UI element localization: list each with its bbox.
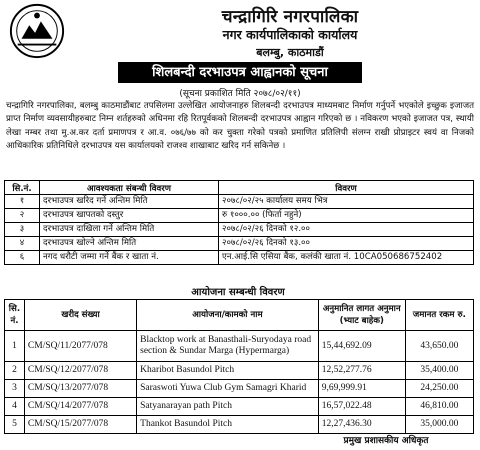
requirement-value: २०७८/०२/२५ कार्यालय समय भित्र [219, 195, 474, 209]
municipality-seal [8, 2, 66, 60]
office-location: बलम्बु, काठमाडौं [256, 46, 324, 59]
estimated-cost: 15,44,692.09 [318, 331, 405, 362]
requirements-table [4, 180, 474, 265]
table-row [5, 209, 474, 223]
row-number: 1 [5, 331, 25, 362]
table-row [5, 362, 474, 380]
row-number: ४ [5, 237, 40, 251]
requirement-label: नगद धरौटी जम्मा गर्ने बैंक र खाता नं. [40, 251, 219, 265]
requirement-label: दरभाउपत्र खोल्ने अन्तिम मिति [40, 237, 219, 251]
estimated-cost: 16,57,022.48 [318, 398, 405, 416]
procurement-number: CM/SQ/15/2077/078 [24, 416, 136, 434]
signature-label: प्रमुख प्रशासकीय अधिकृत [343, 436, 429, 446]
header-cell: जमानत रकम रु. [405, 300, 473, 331]
project-name: Thankot Basundol Pitch [137, 416, 319, 434]
security-amount: 46,810.00 [405, 398, 473, 416]
security-amount: 24,250.00 [405, 380, 473, 398]
row-number: 3 [5, 380, 25, 398]
requirement-label: दरभाउपत्र खापतको दस्तुर [40, 209, 219, 223]
requirement-label: दरभाउपत्र दाखिला गर्ने अन्तिम मिति [40, 223, 219, 237]
header-cell: विवरण [219, 181, 474, 195]
municipality-name: चन्द्रागिरि नगरपालिका [221, 7, 359, 27]
security-amount: 43,650.00 [405, 331, 473, 362]
publish-date: (सूचना प्रकाशित मिति २०७८/०२/११) [179, 89, 301, 99]
projects-title: आयोजना सम्बन्धी विवरण [191, 287, 285, 298]
security-amount: 35,400.00 [405, 362, 473, 380]
row-number: ६ [5, 251, 40, 265]
row-number: 5 [5, 416, 25, 434]
intro-paragraph: चन्द्रागिरि नगरपालिका, बलम्बु काठमाडौंबाट तपसिलमा उल्लेखित आयोजनाहरु शिलबन्दी दरभाउपत्र माध्यमबाट निर्माण गर्नुपर्ने भएकोले इच्छुक इजाजत प्राप्त निर्माण व्यवसायीहरुबाट निम्न शर्तहरुको अधिनमा रहि रितपूर्वकको शिलबन्दी दरभाउपत्र आह्वान गरिएको छ । नविकरण भएको इजाजत पत्र, स्थायी लेखा नम्बर तथा मु.अ.कर दर्ता प्रमाणपत्र र आ.व. ०७६/७७ को कर चुक्ता गरेको पत्रको प्रमाणित प्रतिलिपी संलग्न राखी प्रोप्राइटर स्वयं वा निजको आधिकारिक प्रतिनिधिले दरभाउपत्र यस कार्यालयको राजश्व शाखाबाट खरिद गर्न सकिनेछ । [6, 101, 474, 152]
header-cell: सि.नं. [5, 181, 40, 195]
header-cell: खरीद संख्या [24, 300, 136, 331]
projects-table [4, 299, 474, 434]
office-name: नगर कार्यपालिकाको कार्यालय [222, 27, 358, 42]
table-row [5, 380, 474, 398]
estimated-cost: 12,52,277.76 [318, 362, 405, 380]
table-row [5, 251, 474, 265]
procurement-number: CM/SQ/14/2077/078 [24, 398, 136, 416]
estimated-cost: 12,27,436.30 [318, 416, 405, 434]
requirements-header-row [5, 181, 474, 195]
requirement-value: एन.आई.सि एसिया बैंक, कलंकी खाता नं. 10CA050686752402 [219, 251, 474, 265]
table-row [5, 237, 474, 251]
project-name: Saraswoti Yuwa Club Gym Samagri Kharid [137, 380, 319, 398]
row-number: 4 [5, 398, 25, 416]
table-row [5, 331, 474, 362]
table-row [5, 398, 474, 416]
procurement-number: CM/SQ/12/2077/078 [24, 362, 136, 380]
header-cell: आवश्यकता संबन्धी विवरण [40, 181, 219, 195]
requirement-value: २०७८/०२/२६ दिनको १३.०० [219, 237, 474, 251]
project-name: Satyanarayan path Pitch [137, 398, 319, 416]
row-number: २ [5, 209, 40, 223]
table-row [5, 195, 474, 209]
row-number: 2 [5, 362, 25, 380]
header-cell: आयोजना/कामको नाम [137, 300, 319, 331]
table-row [5, 416, 474, 434]
requirement-value: रु १०००.०० (फिर्ता नहुने) [219, 209, 474, 223]
project-name: Kharibot Basundol Pitch [137, 362, 319, 380]
notice-title: शिलबन्दी दरभाउपत्र आह्वानको सूचना [118, 62, 362, 83]
procurement-number: CM/SQ/13/2077/078 [24, 380, 136, 398]
security-amount: 35,000.00 [405, 416, 473, 434]
estimated-cost: 9,69,999.91 [318, 380, 405, 398]
header-cell: सि. नं. [5, 300, 25, 331]
project-name: Blacktop work at Banasthali-Suryodaya road section & Sundar Marga (Hypermarga) [137, 331, 319, 362]
table-row [5, 223, 474, 237]
row-number: ३ [5, 223, 40, 237]
projects-header-row [5, 300, 474, 331]
procurement-number: CM/SQ/11/2077/078 [24, 331, 136, 362]
row-number: १ [5, 195, 40, 209]
requirement-label: दरभाउपत्र खरिद गर्ने अन्तिम मिति [40, 195, 219, 209]
requirement-value: २०७८/०२/२६ दिनको १२.०० [219, 223, 474, 237]
header-cell: अनुमानित लागत अनुमान (भ्याट बाहेक) [318, 300, 405, 331]
